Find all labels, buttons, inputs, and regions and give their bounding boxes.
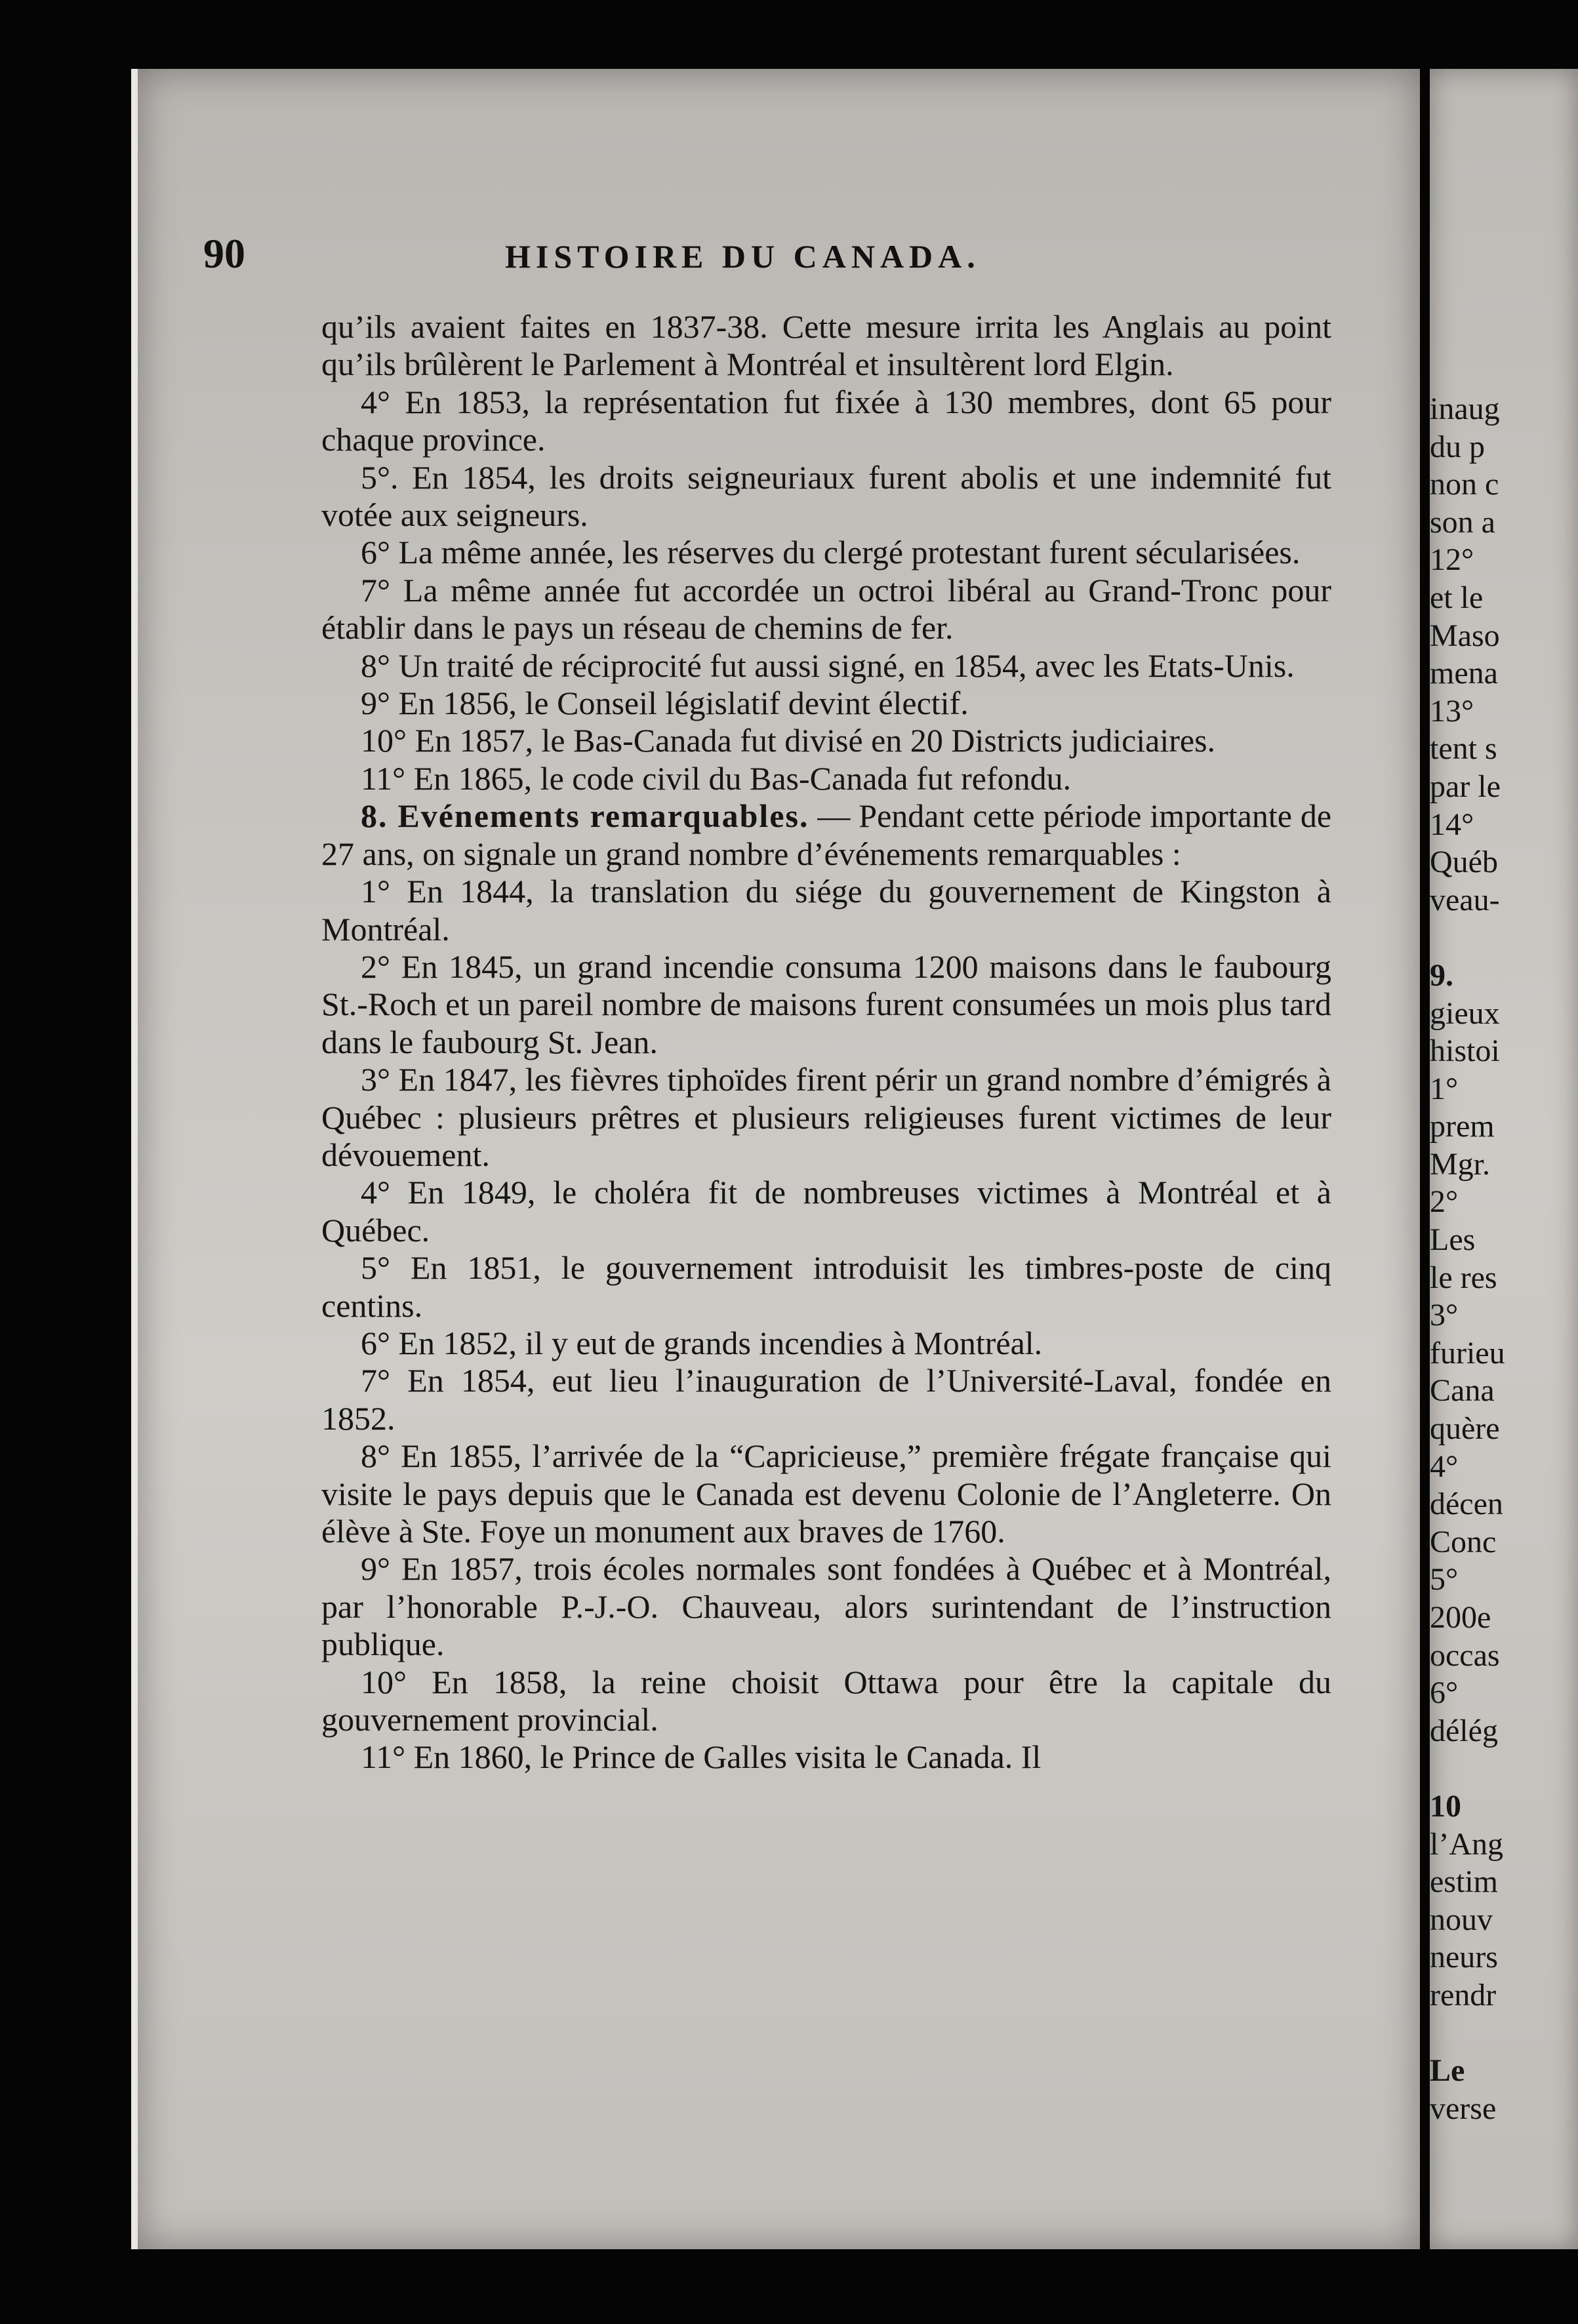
adjacent-line: nouv	[1430, 1902, 1493, 1937]
adjacent-page-edge	[1430, 69, 1578, 2249]
adjacent-line: Mgr.	[1430, 1146, 1491, 1182]
adjacent-line: gieux	[1430, 995, 1500, 1031]
adjacent-line: l’Ang	[1430, 1826, 1503, 1862]
adjacent-line: 3°	[1430, 1298, 1459, 1333]
section-title: 8. Evénements remarquables.	[361, 797, 809, 835]
event-item: 4° En 1849, le choléra fit de nombreuses victimes à Montréal et à Québec.	[321, 1174, 1331, 1249]
adjacent-line: Conc	[1430, 1524, 1497, 1559]
adjacent-line: tent s	[1430, 731, 1497, 767]
paragraph: 8° Un traité de réciprocité fut aussi signé, en 1854, avec les Etats-Unis.	[361, 647, 1295, 684]
adjacent-line: Le	[1430, 2053, 1465, 2089]
adjacent-line: quère	[1430, 1411, 1500, 1447]
adjacent-line: du p	[1430, 429, 1485, 464]
body-text	[321, 308, 1331, 1776]
adjacent-line: 1°	[1430, 1071, 1459, 1106]
adjacent-line: verse	[1430, 2091, 1497, 2126]
adjacent-line: 6°	[1430, 1675, 1459, 1711]
paragraph: qu’ils avaient faites en 1837-38. Cette mesure irrita les Anglais au point qu’ils brûlèrent le Parlement à Montréal et insultèrent lord Elgin.	[321, 308, 1331, 383]
adjacent-line: 2°	[1430, 1184, 1459, 1220]
adjacent-line: Les	[1430, 1222, 1476, 1258]
adjacent-line: 10	[1430, 1788, 1461, 1824]
adjacent-page-fragments	[1430, 390, 1578, 2127]
paragraph: 9° En 1856, le Conseil législatif devint électif.	[361, 685, 969, 722]
adjacent-line: 13°	[1430, 693, 1474, 729]
paragraph: 6° La même année, les réserves du clergé protestant furent sécularisées.	[361, 534, 1301, 571]
event-item: 9° En 1857, trois écoles normales sont fondées à Québec et à Montréal, par l’honorable P.-J.-O. Chauveau, alors surintendant de l’instruction publique.	[321, 1550, 1331, 1663]
adjacent-line: 12°	[1430, 542, 1474, 578]
event-item: 6° En 1852, il y eut de grands incendies à Montréal.	[361, 1324, 1043, 1361]
page-header	[203, 230, 1331, 275]
event-item: 1° En 1844, la translation du siége du gouvernement de Kingston à Montréal.	[321, 873, 1331, 948]
paragraph: 10° En 1857, le Bas-Canada fut divisé en 20 Districts judiciaires.	[361, 722, 1216, 759]
paragraph: 11° En 1865, le code civil du Bas-Canada fut refondu.	[361, 759, 1072, 797]
adjacent-line: par le	[1430, 769, 1501, 804]
adjacent-line: 200e	[1430, 1600, 1491, 1635]
adjacent-line: veau-	[1430, 882, 1500, 917]
adjacent-line: histoi	[1430, 1033, 1500, 1069]
adjacent-line: non c	[1430, 467, 1499, 502]
paragraph: 4° En 1853, la représentation fut fixée à 130 membres, dont 65 pour chaque province.	[321, 383, 1331, 458]
adjacent-line: délég	[1430, 1713, 1498, 1748]
adjacent-line: Cana	[1430, 1373, 1495, 1409]
adjacent-line: Maso	[1430, 618, 1500, 653]
paragraph: 7° La même année fut accordée un octroi libéral au Grand-Tronc pour établir dans le pays un réseau de chemins de fer.	[321, 571, 1331, 647]
page-number: 90	[203, 230, 245, 277]
adjacent-line: 5°	[1430, 1562, 1459, 1597]
adjacent-line: et le	[1430, 580, 1484, 615]
adjacent-line: furieu	[1430, 1335, 1505, 1371]
adjacent-line: mena	[1430, 656, 1498, 691]
event-item: 11° En 1860, le Prince de Galles visita le Canada. Il	[361, 1738, 1042, 1776]
adjacent-line	[1430, 1750, 1578, 1788]
adjacent-line: 4°	[1430, 1449, 1459, 1484]
adjacent-line	[1430, 2014, 1578, 2053]
section-paragraph	[321, 797, 1331, 873]
section-intro: — Pendant cette période importante de 27 ans, on signale un grand nombre d’événements remarquables :	[321, 797, 1332, 872]
event-item: 7° En 1854, eut lieu l’inauguration de l’Université-Laval, fondée en 1852.	[321, 1362, 1331, 1437]
adjacent-line: 9.	[1430, 957, 1453, 993]
adjacent-line: le res	[1430, 1260, 1497, 1295]
adjacent-line: neurs	[1430, 1940, 1498, 1975]
running-head: HISTOIRE DU CANADA.	[505, 238, 981, 275]
paragraph: 5°. En 1854, les droits seigneuriaux furent abolis et une indemnité fut votée aux seigneurs.	[321, 458, 1331, 534]
event-item: 5° En 1851, le gouvernement introduisit les timbres-poste de cinq centins.	[321, 1249, 1331, 1324]
event-item: 2° En 1845, un grand incendie consuma 1200 maisons dans le faubourg St.-Roch et un pareil nombre de maisons furent consumées un mois plus tard dans le faubourg St. Jean.	[321, 948, 1331, 1060]
adjacent-line: Québ	[1430, 845, 1498, 880]
adjacent-line: estim	[1430, 1864, 1498, 1900]
adjacent-line: prem	[1430, 1109, 1495, 1144]
adjacent-line: décen	[1430, 1487, 1503, 1522]
adjacent-line	[1430, 919, 1578, 957]
event-item: 8° En 1855, l’arrivée de la “Capricieuse,” première frégate française qui visite le pays depuis que le Canada est devenu Colonie de l’Angleterre. On élève à Ste. Foye un monument aux braves de 1760.	[321, 1437, 1331, 1550]
adjacent-line: rendr	[1430, 1977, 1497, 2013]
adjacent-line: son a	[1430, 504, 1495, 540]
event-item: 3° En 1847, les fièvres tiphoïdes firent périr un grand nombre d’émigrés à Québec : plusieurs prêtres et plusieurs religieuses furent victimes de leur dévouement.	[321, 1061, 1331, 1173]
event-item: 10° En 1858, la reine choisit Ottawa pour être la capitale du gouvernement provincial.	[321, 1663, 1331, 1738]
adjacent-line: occas	[1430, 1637, 1500, 1673]
adjacent-line: 14°	[1430, 807, 1474, 842]
adjacent-line: inaug	[1430, 391, 1500, 426]
